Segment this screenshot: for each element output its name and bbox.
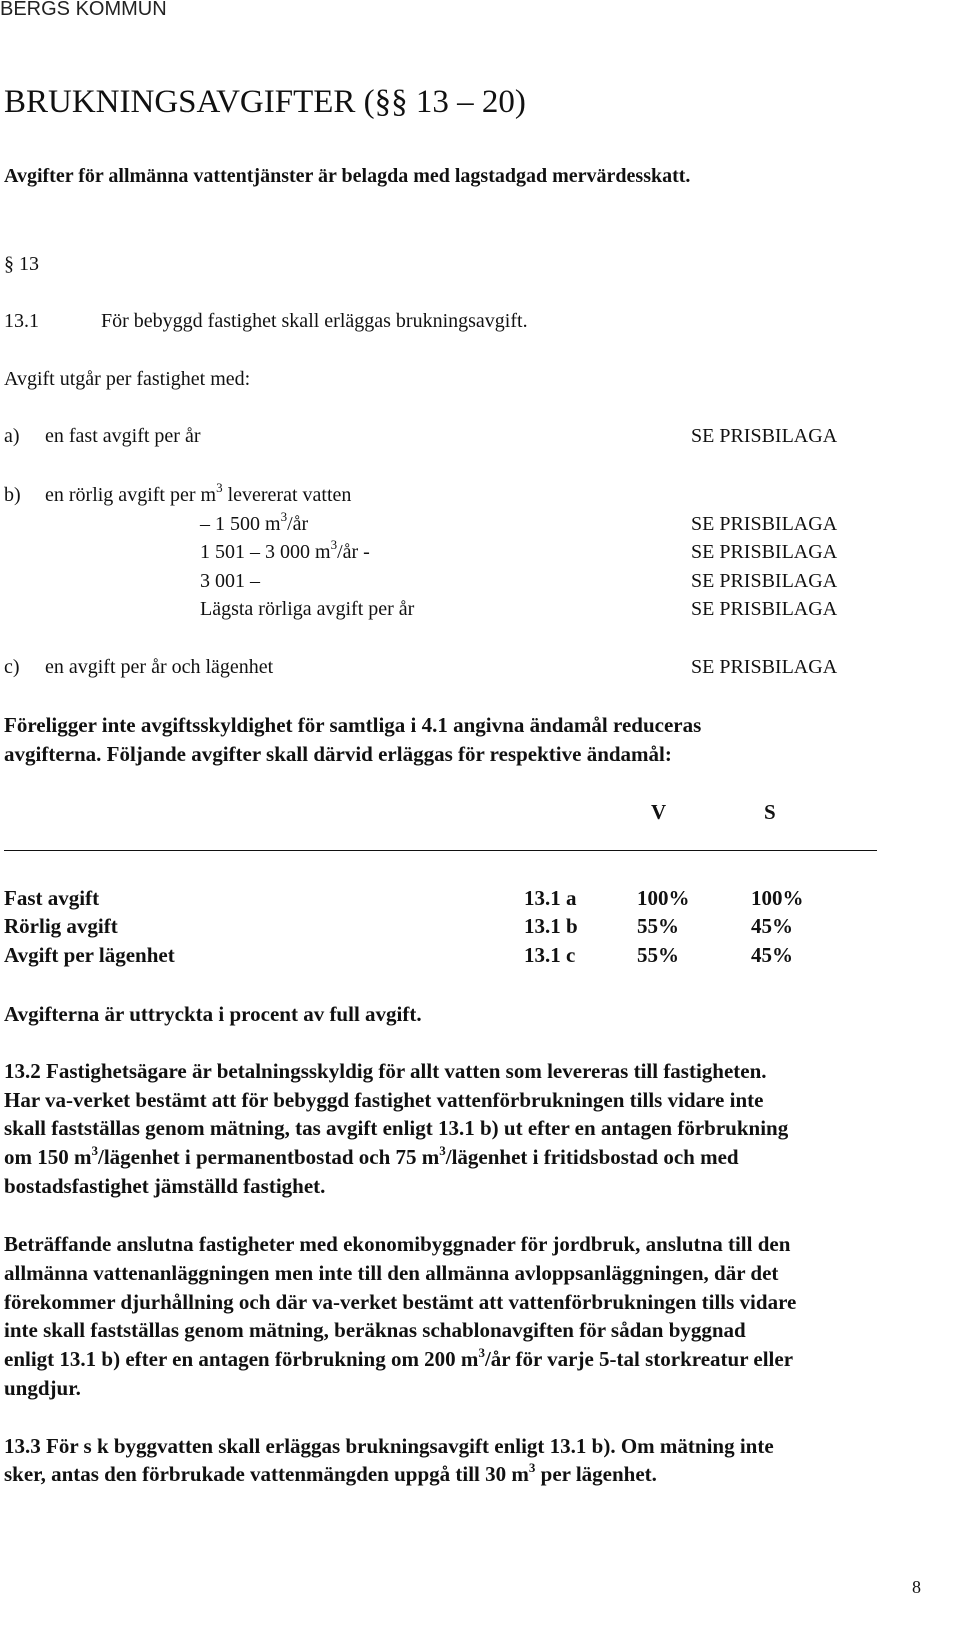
s13-2-line-2: Har va-verket bestämt att för bebyggd fastighet vattenförbrukningen tills vidare inte bbox=[4, 1088, 764, 1112]
table-row-3-ref: 13.1 c bbox=[524, 943, 576, 967]
percent-note: Avgifterna är uttryckta i procent av full avgift. bbox=[4, 1002, 422, 1026]
organization-header: BERGS KOMMUN bbox=[0, 0, 167, 20]
intro-text: Avgifter för allmänna vattentjänster är belagda med lagstadgad mervärdesskatt. bbox=[4, 165, 691, 187]
item-a-label: a) bbox=[4, 425, 20, 447]
table-divider bbox=[4, 850, 877, 851]
anslutna-line-1: Beträffande anslutna fastigheter med ekonomibyggnader för jordbruk, anslutna till den bbox=[4, 1232, 791, 1256]
section-13-heading: § 13 bbox=[4, 253, 39, 275]
table-row-3-name: Avgift per lägenhet bbox=[4, 943, 175, 967]
table-row-2-ref: 13.1 b bbox=[524, 914, 578, 938]
s13-2-line-3: skall fastställas genom mätning, tas avgift enligt 13.1 b) ut efter en antagen förbrukning bbox=[4, 1116, 789, 1140]
anslutna-line-3: förekommer djurhållning och där va-verket bestämt att vattenförbrukningen tills vidare bbox=[4, 1290, 797, 1314]
item-c-value: SE PRISBILAGA bbox=[691, 656, 838, 678]
tier-row-3-value: SE PRISBILAGA bbox=[691, 570, 838, 592]
table-row-3-v: 55% bbox=[637, 943, 679, 967]
table-row-2-s: 45% bbox=[751, 914, 793, 938]
s13-2-line-1: 13.2 Fastighetsägare är betalningsskyldig för allt vatten som levereras till fastigheten. bbox=[4, 1059, 767, 1083]
anslutna-line-2: allmänna vattenanläggningen men inte till den allmänna avloppsanläggningen, där det bbox=[4, 1261, 779, 1285]
reduction-line-1: Föreligger inte avgiftsskyldighet för samtliga i 4.1 angivna ändamål reduceras bbox=[4, 713, 702, 737]
tier-row-3-text: 3 001 – bbox=[200, 570, 260, 592]
item-a-value: SE PRISBILAGA bbox=[691, 425, 838, 447]
tier-row-2-text: 1 501 – 3 000 $m^3/år$ - bbox=[200, 537, 370, 563]
s13-1-text: För bebyggd fastighet skall erläggas brukningsavgift. bbox=[101, 310, 528, 332]
table-header-v: V bbox=[651, 800, 667, 824]
s13-3-line-2: sker, antas den förbrukade vattenmängden uppgå till 30 $m^3$ per lägenhet. bbox=[4, 1460, 657, 1486]
anslutna-line-4: inte skall fastställas genom mätning, beräknas schablonavgiften för sådan byggnad bbox=[4, 1318, 746, 1342]
table-row-1-v: 100% bbox=[637, 886, 690, 910]
anslutna-line-6: ungdjur. bbox=[4, 1376, 81, 1400]
page-title: BRUKNINGSAVGIFTER (§§ 13 – 20) bbox=[4, 84, 526, 120]
tier-row-4-value: SE PRISBILAGA bbox=[691, 598, 838, 620]
tier-row-1-text: – 1 500 $m^3/år$ bbox=[200, 509, 309, 535]
s13-1-number: 13.1 bbox=[4, 310, 39, 332]
table-row-1-name: Fast avgift bbox=[4, 886, 100, 910]
tier-row-4-text: Lägsta rörliga avgift per år bbox=[200, 598, 415, 620]
anslutna-line-5: enligt 13.1 b) efter en antagen förbrukning om 200 $m^3/år$ för varje 5-tal storkreatur eller bbox=[4, 1345, 794, 1371]
table-row-2-v: 55% bbox=[637, 914, 679, 938]
item-c-label: c) bbox=[4, 656, 20, 678]
table-header-s: S bbox=[764, 800, 776, 824]
item-b-label: b) bbox=[4, 484, 21, 506]
avgift-utgar-text: Avgift utgår per fastighet med: bbox=[4, 368, 251, 390]
s13-2-line-4: om 150 $m^3$/lägenhet i permanentbostad och 75 $m^3$/lägenhet i fritidsbostad och med bbox=[4, 1143, 739, 1169]
s13-3-line-1: 13.3 För s k byggvatten skall erläggas brukningsavgift enligt 13.1 b). Om mätning inte bbox=[4, 1434, 774, 1458]
item-a-text: en fast avgift per år bbox=[45, 425, 201, 447]
tier-row-2-value: SE PRISBILAGA bbox=[691, 541, 838, 563]
s13-2-line-5: bostadsfastighet jämställd fastighet. bbox=[4, 1174, 326, 1198]
table-row-3-s: 45% bbox=[751, 943, 793, 967]
table-row-2-name: Rörlig avgift bbox=[4, 914, 118, 938]
table-row-1-ref: 13.1 a bbox=[524, 886, 577, 910]
item-b-text: en rörlig avgift per $m^3$ levererat vatten bbox=[45, 480, 352, 506]
page-number: 8 bbox=[912, 1577, 921, 1597]
reduction-line-2: avgifterna. Följande avgifter skall därvid erläggas för respektive ändamål: bbox=[4, 742, 672, 766]
table-row-1-s: 100% bbox=[751, 886, 804, 910]
tier-row-1-value: SE PRISBILAGA bbox=[691, 513, 838, 535]
item-c-text: en avgift per år och lägenhet bbox=[45, 656, 274, 678]
